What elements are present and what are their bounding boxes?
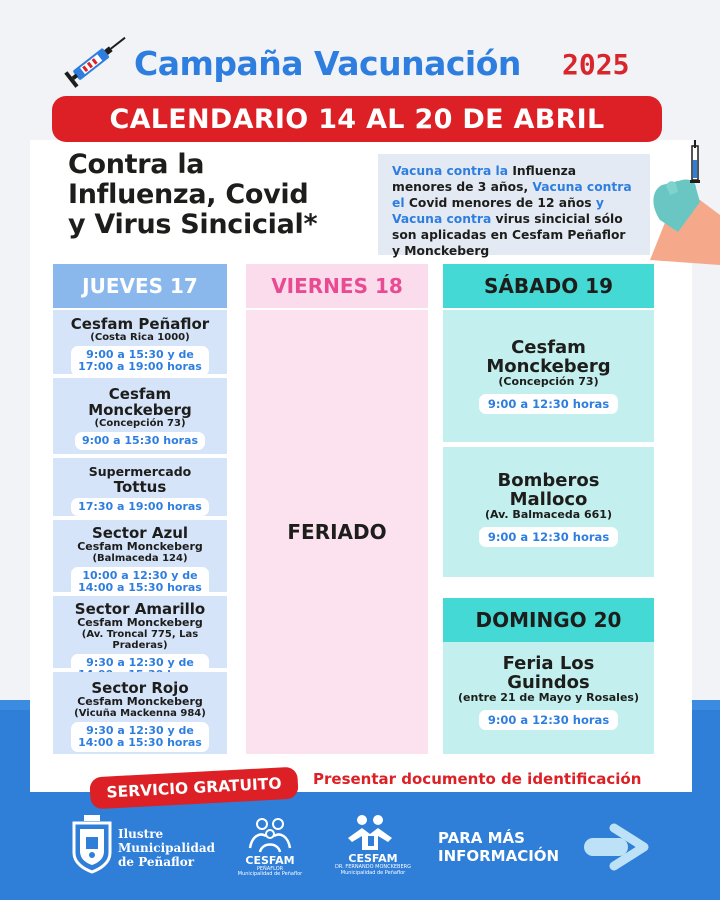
location-name-line-1: Cesfam — [108, 385, 172, 403]
notice-part-3: Vacuna contra el — [392, 180, 632, 210]
day-header-thursday: JUEVES 17 — [53, 264, 227, 308]
location-name-line-2: Tottus — [113, 478, 167, 496]
notice-part-5: y Vacuna contra — [392, 196, 604, 226]
cesfam-monckeberg-logo — [335, 812, 411, 878]
municipality-name — [118, 827, 215, 869]
friday-holiday-box — [246, 310, 428, 754]
location-address: (Concepción 73) — [498, 375, 599, 388]
cesfam-monckeberg-small: Municipalidad de Peñaflor — [340, 870, 406, 876]
location-name: Sector Azul — [91, 524, 189, 542]
cesfam-monckeberg-subtitle: DR. FERNANDO MONCKEBERG — [335, 864, 411, 870]
campaign-title: Campaña Vacunación — [134, 44, 521, 83]
hours-line-1: 9:00 a 15:30 y de — [86, 348, 194, 361]
cesfam-penaflor-logo — [237, 814, 303, 877]
more-info-line-2: INFORMACIÓN — [438, 847, 560, 865]
arrow-right-icon[interactable] — [584, 826, 650, 868]
location-hours — [71, 567, 209, 597]
cesfam-monckeberg-title: CESFAM — [348, 852, 398, 865]
hours-line-2: 17:00 a 19:00 horas — [78, 360, 202, 373]
location-card-sector-amarillo — [53, 596, 227, 668]
more-info-line-1: PARA MÁS — [438, 829, 525, 847]
location-name-line-1: Supermercado — [88, 464, 192, 479]
location-subtitle: Cesfam Monckeberg — [77, 616, 203, 629]
location-address: (Concepción 73) — [94, 418, 186, 429]
location-address: (Av. Troncal 775, Las Praderas) — [81, 629, 199, 651]
location-subtitle: Cesfam Monckeberg — [77, 540, 203, 553]
notice-part-4: Covid menores de 12 años — [408, 196, 592, 210]
cesfam-penaflor-small: Municipalidad de Peñaflor — [237, 871, 303, 877]
location-name-line-1: Cesfam — [511, 337, 586, 358]
notice-part-1: Vacuna contra la — [392, 164, 509, 178]
location-hours: 9:00 a 12:30 horas — [479, 394, 618, 414]
vaccine-notice — [378, 154, 650, 258]
headline-line-1: Contra la — [68, 149, 205, 180]
syringe-icon — [62, 28, 136, 88]
location-card-cesfam-monckeberg — [53, 378, 227, 454]
cesfam-penaflor-title: CESFAM — [245, 854, 295, 867]
location-hours: 9:00 a 15:30 horas — [75, 432, 205, 450]
location-subtitle: Cesfam Monckeberg — [77, 695, 203, 708]
location-hours — [71, 722, 209, 752]
day-header-friday: VIERNES 18 — [246, 264, 428, 308]
holiday-label: FERIADO — [287, 520, 387, 544]
hours-line-2: 14:00 a 15:30 horas — [78, 581, 202, 594]
location-name-line-2: Malloco — [509, 489, 588, 510]
more-info-text[interactable] — [438, 829, 559, 865]
location-hours: 17:30 a 19:00 horas — [71, 498, 209, 516]
location-card-sat-cesfam-monckeberg — [443, 310, 654, 442]
headline-line-2: Influenza, Covid — [68, 179, 309, 210]
location-address: (Vicuña Mackenna 984) — [74, 708, 206, 719]
municipal-crest-icon — [70, 815, 114, 873]
notice-part-2: Influenza menores de 3 años, — [392, 164, 577, 194]
municipality-line-1: Ilustre — [118, 827, 164, 841]
location-card-cesfam-penaflor — [53, 310, 227, 374]
location-name-line-1: Feria Los — [502, 653, 595, 674]
location-address: (Balmaceda 124) — [92, 553, 188, 564]
location-name-line-2: Monckeberg — [486, 356, 611, 377]
municipality-line-2: Municipalidad — [118, 841, 215, 855]
location-card-bomberos-malloco — [443, 447, 654, 577]
id-document-note: Presentar documento de identificación — [313, 770, 642, 788]
hours-line-2: 14:00 a 15:30 horas — [78, 736, 202, 749]
location-card-sector-rojo — [53, 672, 227, 754]
location-card-sector-azul — [53, 520, 227, 592]
day-header-saturday: SÁBADO 19 — [443, 264, 654, 308]
location-name: Sector Amarillo — [74, 600, 206, 618]
headline — [68, 150, 317, 240]
gloved-hand-icon — [630, 140, 720, 265]
location-address: (entre 21 de Mayo y Rosales) — [458, 691, 639, 704]
day-header-sunday: DOMINGO 20 — [443, 598, 654, 642]
hours-line-1: 9:30 a 12:30 y de — [86, 656, 194, 669]
location-hours: 9:00 a 12:30 horas — [479, 710, 618, 730]
location-name: Cesfam Peñaflor — [70, 315, 210, 333]
notice-part-6: virus sincicial sólo son aplicadas en Cesfam Peñaflor y Monckeberg — [392, 212, 626, 258]
location-hours: 9:00 a 12:30 horas — [479, 527, 618, 547]
location-address: (Costa Rica 1000) — [90, 332, 190, 343]
calendar-banner — [52, 96, 662, 142]
hours-line-1: 10:00 a 12:30 y de — [82, 569, 198, 582]
location-address: (Av. Balmaceda 661) — [485, 508, 612, 521]
location-name-line-2: Monckeberg — [88, 401, 192, 419]
calendar-banner-text: CALENDARIO 14 AL 20 DE ABRIL — [109, 103, 605, 135]
hours-line-1: 9:30 a 12:30 y de — [86, 724, 194, 737]
free-service-text: SERVICIO GRATUITO — [105, 774, 282, 802]
location-name: Sector Rojo — [91, 679, 189, 697]
headline-line-3: y Virus Sincicial* — [68, 209, 318, 240]
location-hours — [71, 346, 209, 376]
location-name-line-1: Bomberos — [497, 470, 600, 491]
location-name-line-2: Guindos — [507, 672, 590, 693]
location-card-tottus — [53, 458, 227, 516]
campaign-year: 2025 — [562, 48, 630, 81]
municipality-line-3: de Peñaflor — [118, 855, 195, 869]
location-card-feria-los-guindos — [443, 642, 654, 754]
cesfam-penaflor-subtitle: PEÑAFLOR — [256, 866, 284, 872]
